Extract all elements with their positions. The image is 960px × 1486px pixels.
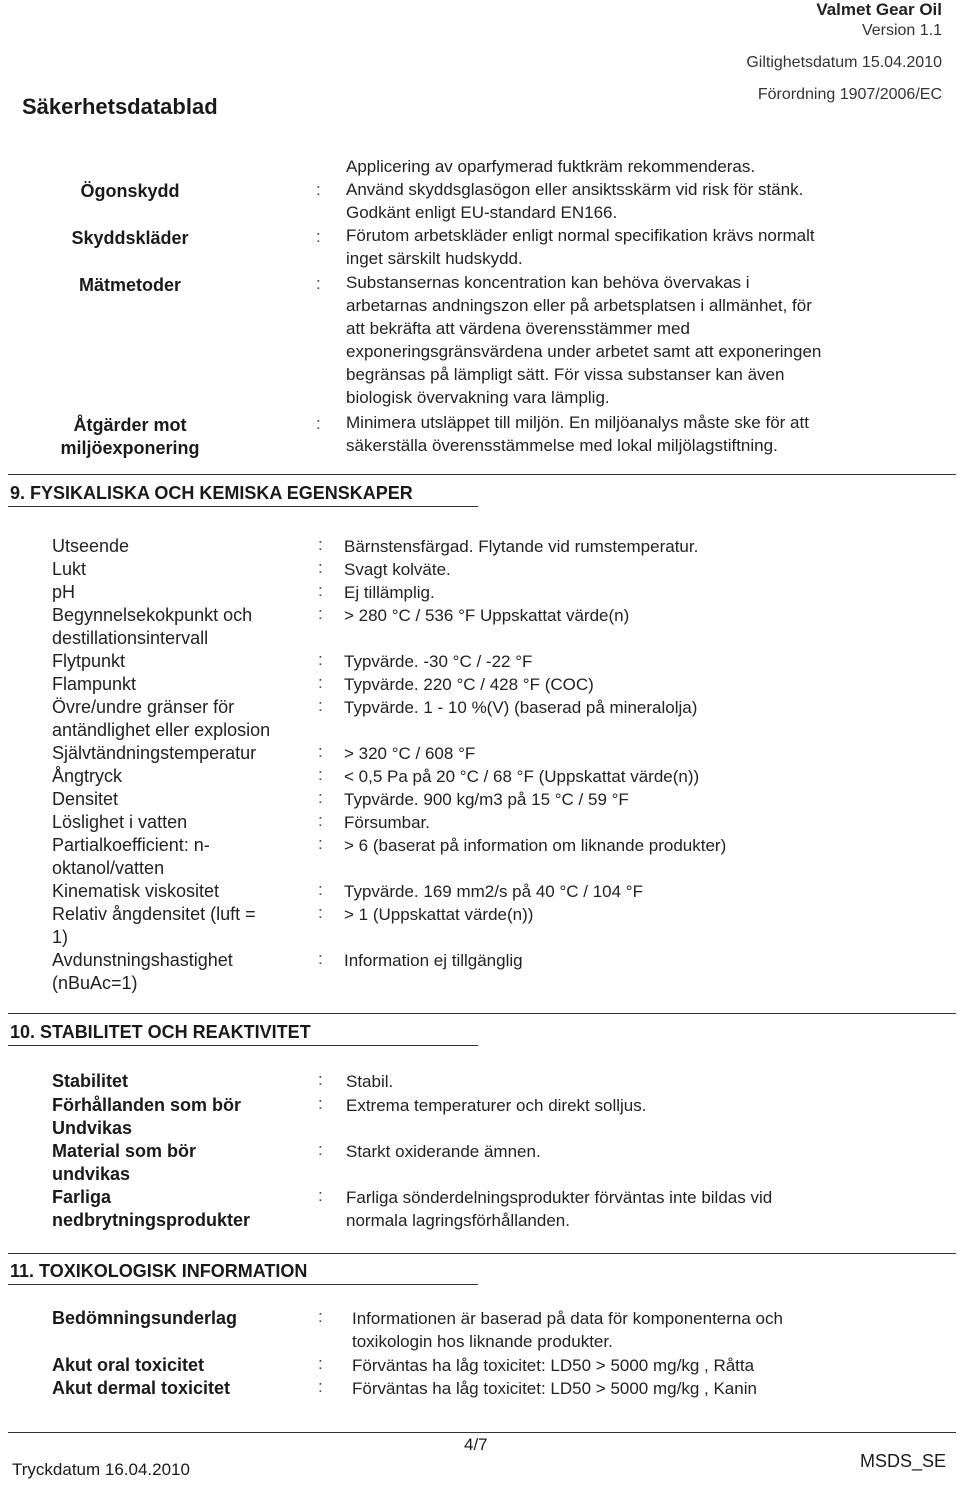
property-label-line: oktanol/vatten	[52, 858, 165, 878]
toxicology-label-line: Akut oral toxicitet	[52, 1355, 205, 1375]
toxicology-value-line: Förväntas ha låg toxicitet: LD50 > 5000 mg/kg , Råtta	[352, 1356, 755, 1375]
property-label	[52, 696, 270, 742]
property-label	[52, 788, 118, 811]
property-label	[52, 880, 219, 903]
colon: :	[316, 227, 321, 246]
property-value: Typvärde. 220 °C / 428 °F (COC)	[344, 675, 594, 694]
measurement-methods-value: Substansernas koncentration kan behöva övervakas i arbetarnas andningszon eller på arbetsplatsen i allmänhet, för att bekräfta att värdena överensstämmer med exponeringsgränsvärdena under arbetet samt att exponeringen begränsas på lämpligt sätt. För vissa substanser kan även biologisk övervakning vara lämplig.	[346, 273, 822, 407]
colon: :	[316, 414, 321, 433]
colon: :	[318, 1377, 323, 1396]
property-value: Typvärde. -30 °C / -22 °F	[344, 652, 533, 671]
property-label-line: destillationsintervall	[52, 628, 209, 648]
property-label-line: Flampunkt	[52, 674, 137, 694]
section-10-title: 10. STABILITET OCH REAKTIVITET	[10, 1022, 311, 1042]
toxicology-value-line: toxikologin hos liknande produkter.	[352, 1332, 613, 1351]
colon: :	[318, 650, 323, 669]
stability-label-line: Undvikas	[52, 1118, 133, 1138]
stability-label-line: Farliga	[52, 1187, 112, 1207]
property-label	[52, 903, 256, 949]
toxicology-value	[352, 1307, 783, 1353]
label-eye-protection: Ögonskydd	[80, 181, 180, 201]
property-label	[52, 604, 252, 650]
colon: :	[318, 1070, 323, 1089]
colon: :	[318, 535, 323, 554]
stability-value	[346, 1094, 646, 1117]
section-11-title: 11. TOXIKOLOGISK INFORMATION	[10, 1261, 308, 1281]
colon: :	[318, 581, 323, 600]
document-title: Säkerhetsdatablad	[22, 94, 218, 119]
property-label-line: Flytpunkt	[52, 651, 126, 671]
property-label	[52, 581, 75, 604]
colon: :	[318, 558, 323, 577]
stability-label	[52, 1140, 196, 1186]
property-label	[52, 949, 233, 995]
property-value: Information ej tillgänglig	[344, 951, 523, 970]
property-label-line: Kinematisk viskositet	[52, 881, 220, 901]
regulation: Förordning 1907/2006/EC	[757, 86, 942, 103]
stability-value-line: Extrema temperaturer och direkt solljus.	[346, 1096, 647, 1115]
property-value: Bärnstensfärgad. Flytande vid rumstemperatur.	[344, 537, 699, 556]
property-label	[52, 765, 122, 788]
property-label	[52, 834, 210, 880]
label-environmental-measures: Åtgärder mot miljöexponering	[60, 415, 200, 458]
property-label-line: Ångtryck	[52, 766, 123, 786]
colon: :	[316, 274, 321, 293]
property-label	[52, 558, 86, 581]
colon: :	[318, 696, 323, 715]
section-underline	[8, 1045, 478, 1046]
property-label-line: (nBuAc=1)	[52, 973, 138, 993]
property-label-line: Löslighet i vatten	[52, 812, 188, 832]
property-label-line: Självtändningstemperatur	[52, 743, 257, 763]
section-rule	[8, 1013, 956, 1014]
section-rule	[8, 474, 956, 475]
eye-protection-value: Använd skyddsglasögon eller ansiktsskärm vid risk för stänk. Godkänt enligt EU-standard EN166.	[346, 180, 804, 222]
property-value: > 6 (baserat på information om liknande produkter)	[344, 836, 727, 855]
property-value: < 0,5 Pa på 20 °C / 68 °F (Uppskattat värde(n))	[344, 767, 700, 786]
property-value: Ej tillämplig.	[344, 583, 435, 602]
stability-value-line: Starkt oxiderande ämnen.	[346, 1142, 541, 1161]
environmental-measures-value: Minimera utsläppet till miljön. En miljöanalys måste ske för att säkerställa överensstämmelse med lokal miljölagstiftning.	[346, 413, 809, 455]
colon: :	[318, 1140, 323, 1159]
property-value: Svagt kolväte.	[344, 560, 451, 579]
property-label-line: Avdunstningshastighet	[52, 950, 233, 970]
section-9-title: 9. FYSIKALISKA OCH KEMISKA EGENSKAPER	[10, 483, 413, 503]
colon: :	[318, 949, 323, 968]
colon: :	[318, 903, 323, 922]
stability-value	[346, 1140, 541, 1163]
property-value: Typvärde. 900 kg/m3 på 15 °C / 59 °F	[344, 790, 629, 809]
colon: :	[318, 673, 323, 692]
toxicology-label	[52, 1377, 230, 1400]
colon: :	[318, 765, 323, 784]
stability-value	[346, 1070, 393, 1093]
colon: :	[318, 788, 323, 807]
property-label-line: Relativ ångdensitet (luft =	[52, 904, 256, 924]
colon: :	[318, 811, 323, 830]
property-value: Typvärde. 1 - 10 %(V) (baserad på mineralolja)	[344, 698, 698, 717]
stability-label	[52, 1070, 128, 1093]
toxicology-value-line: Förväntas ha låg toxicitet: LD50 > 5000 mg/kg , Kanin	[352, 1379, 757, 1398]
property-label	[52, 535, 129, 558]
stability-value-line: Stabil.	[346, 1072, 394, 1091]
property-label-line: Begynnelsekokpunkt och	[52, 605, 253, 625]
property-label-line: 1)	[52, 927, 69, 947]
colon: :	[318, 1094, 323, 1113]
colon: :	[318, 1186, 323, 1205]
colon: :	[318, 742, 323, 761]
toxicology-value	[352, 1354, 754, 1377]
colon: :	[318, 1354, 323, 1373]
property-label-line: Utseende	[52, 536, 130, 556]
print-date: Tryckdatum 16.04.2010	[12, 1460, 190, 1479]
property-label-line: pH	[52, 582, 76, 602]
stability-label-line: nedbrytningsprodukter	[52, 1210, 251, 1230]
section-rule	[8, 1253, 956, 1254]
label-protective-clothing: Skyddskläder	[71, 228, 189, 248]
property-label-line: antändlighet eller explosion	[52, 720, 271, 740]
property-label-line: Partialkoefficient: n-	[52, 835, 210, 855]
stability-label-line: Stabilitet	[52, 1071, 129, 1091]
toxicology-label-line: Akut dermal toxicitet	[52, 1378, 231, 1398]
toxicology-label-line: Bedömningsunderlag	[52, 1308, 238, 1328]
property-label-line: Densitet	[52, 789, 119, 809]
property-label	[52, 742, 256, 765]
property-value: Typvärde. 169 mm2/s på 40 °C / 104 °F	[344, 882, 643, 901]
property-label	[52, 650, 125, 673]
colon: :	[318, 1307, 323, 1326]
page-number: 4/7	[464, 1435, 488, 1454]
toxicology-label	[52, 1354, 204, 1377]
version: Version 1.1	[861, 22, 942, 39]
stability-value-line: Farliga sönderdelningsprodukter förväntas inte bildas vid	[346, 1188, 773, 1207]
validity-date: Giltighetsdatum 15.04.2010	[746, 54, 942, 71]
toxicology-value	[352, 1377, 757, 1400]
stability-label-line: undvikas	[52, 1164, 131, 1184]
property-value: Försumbar.	[344, 813, 430, 832]
property-label	[52, 811, 187, 834]
property-label-line: Övre/undre gränser för	[52, 697, 235, 717]
stability-label	[52, 1094, 241, 1140]
colon: :	[316, 180, 321, 199]
property-label-line: Lukt	[52, 559, 87, 579]
stability-label-line: Förhållanden som bör	[52, 1095, 242, 1115]
label-measurement-methods: Mätmetoder	[78, 275, 181, 295]
stability-value	[346, 1186, 772, 1232]
stability-value-line: normala lagringsförhållanden.	[346, 1211, 570, 1230]
protective-clothing-value: Förutom arbetskläder enligt normal specifikation krävs normalt inget särskilt hudskydd.	[346, 226, 815, 268]
property-value: > 1 (Uppskattat värde(n))	[344, 905, 534, 924]
property-value: > 320 °C / 608 °F	[344, 744, 476, 763]
toxicology-value-line: Informationen är baserad på data för komponenterna och	[352, 1309, 783, 1328]
colon: :	[318, 880, 323, 899]
toxicology-label	[52, 1307, 237, 1330]
stability-label-line: Material som bör	[52, 1141, 197, 1161]
footer-rule	[8, 1432, 956, 1433]
property-label	[52, 673, 136, 696]
colon: :	[318, 604, 323, 623]
property-value: > 280 °C / 536 °F Uppskattat värde(n)	[344, 606, 630, 625]
stability-label	[52, 1186, 250, 1232]
document-code: MSDS_SE	[859, 1451, 946, 1471]
section-underline	[8, 1284, 478, 1285]
product-name: Valmet Gear Oil	[816, 0, 942, 19]
colon: :	[318, 834, 323, 853]
section-underline	[8, 506, 478, 507]
skin-care-text: Applicering av oparfymerad fuktkräm rekommenderas.	[346, 157, 756, 176]
